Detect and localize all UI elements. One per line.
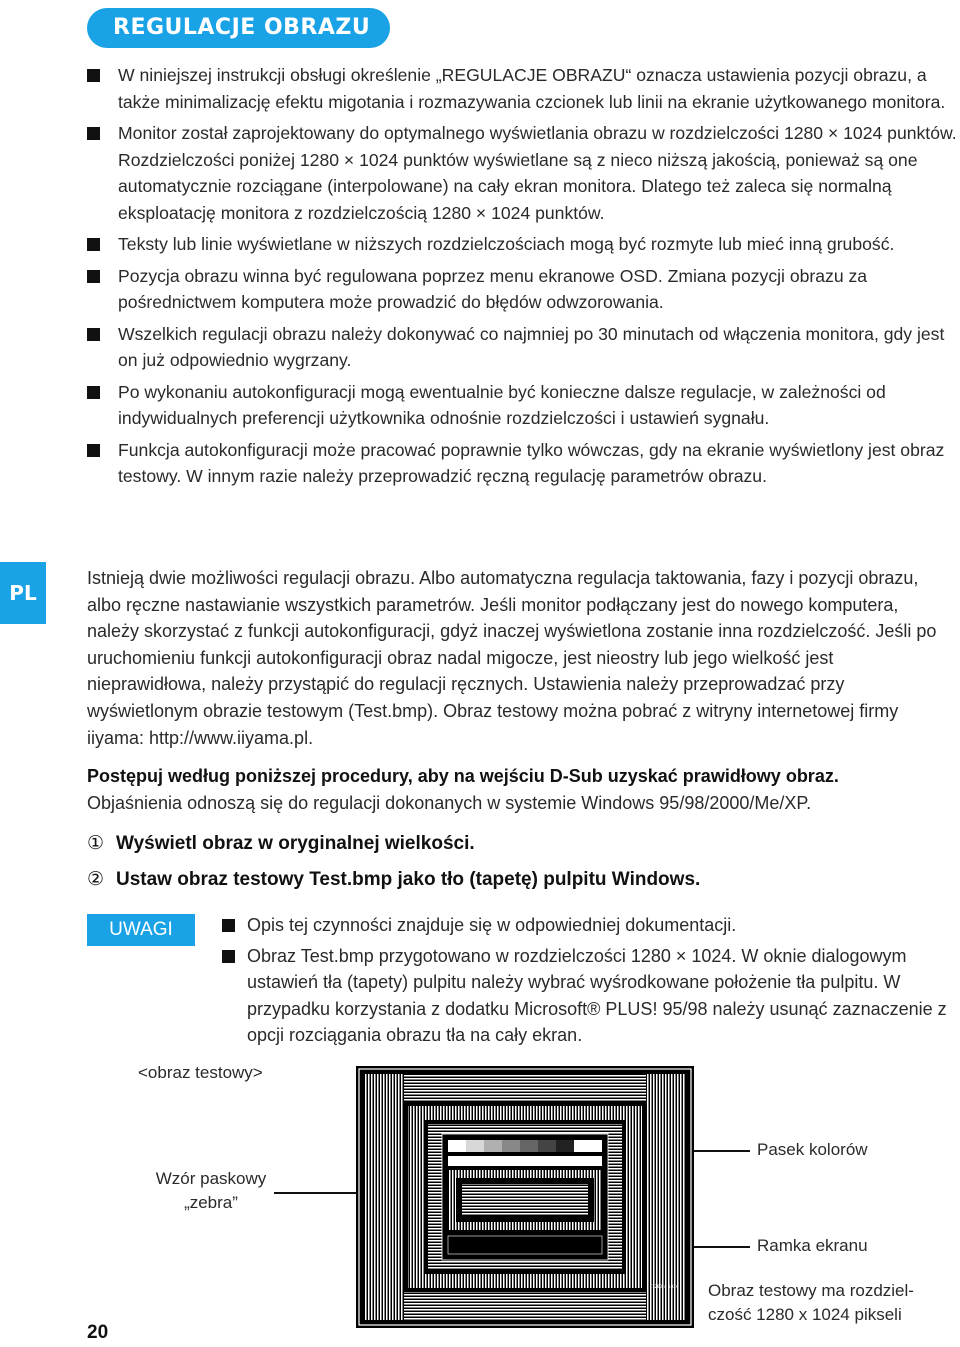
color-bar-label: Pasek kolorów	[757, 1140, 868, 1159]
square-bullet-icon	[87, 386, 100, 399]
step-1	[87, 832, 475, 855]
square-bullet-icon	[87, 328, 100, 341]
figure-description	[708, 1279, 914, 1327]
list-item	[87, 120, 957, 226]
list-item	[87, 321, 957, 374]
zebra-label	[152, 1167, 270, 1215]
notes-label: UWAGI	[87, 914, 195, 946]
page-number: 20	[87, 1322, 109, 1343]
list-item-text: W niniejszej instrukcji obsługi określenie „REGULACJE OBRAZU“ oznacza ustawienia pozycji obrazu, a także minimalizację efektu migotania i rozmazywania czcionek lub linii na ekranie użytkowanego monitora.	[118, 65, 946, 112]
list-item-text: Teksty lub linie wyświetlane w niższych rozdzielczościach mogą być rozmyte lub mieć inną grubość.	[118, 234, 895, 254]
list-item	[87, 263, 957, 316]
intro-paragraph: Istnieją dwie możliwości regulacji obrazu. Albo automatyczna regulacja taktowania, fazy i pozycji obrazu, albo ręczne nastawianie wszystkich parametrów. Jeśli monitor podłączany jest do nowego komputera, należy skorzystać z funkcji autokonfiguracji, gdyż inaczej wyświetlona zostanie inna rozdzielczość. Jeśli po uruchomieniu funkcji autokonfiguracji obraz nadal migocze, jest nieostry lub jego wielkość jest nieprawidłowa, należy przystąpić do regulacji ręcznych. Ustawienia należy przeprowadzać przy wyświetlonym obrazie testowym (Test.bmp). Obraz testowy można pobrać z witryny internetowej firmy iiyama: http://www.iiyama.pl.	[87, 568, 937, 748]
list-item-text: Po wykonaniu autokonfiguracji mogą ewentualnie być konieczne dalsze regulacje, w zależności od indywidualnych preferencji użytkownika odnośnie rozdzielczości i ustawień sygnału.	[118, 381, 886, 428]
section-title: REGULACJE OBRAZU	[87, 8, 390, 48]
list-item	[87, 62, 957, 115]
step-number: ①	[87, 833, 105, 854]
square-bullet-icon	[87, 270, 100, 283]
square-bullet-icon	[87, 238, 100, 251]
square-bullet-icon	[222, 919, 235, 932]
step-number: ②	[87, 869, 105, 890]
square-bullet-icon	[87, 69, 100, 82]
square-bullet-icon	[222, 950, 235, 963]
list-item	[222, 912, 957, 939]
procedure-heading: Postępuj według poniższej procedury, aby na wejściu D-Sub uzyskać prawidłowy obraz.	[87, 766, 839, 786]
frame-label: Ramka ekranu	[757, 1236, 868, 1255]
step-text: Wyświetl obraz w oryginalnej wielkości.	[116, 833, 475, 854]
test-pattern-resolution-label: 1280 × 1024	[652, 1284, 679, 1289]
list-item-text: Opis tej czynności znajduje się w odpowiedniej dokumentacji.	[247, 915, 737, 935]
list-item	[87, 379, 957, 432]
list-item	[87, 437, 957, 490]
language-tab: PL	[0, 562, 46, 624]
list-item-text: Pozycja obrazu winna być regulowana poprzez menu ekranowe OSD. Zmiana pozycji obrazu za pośrednictwem komputera może prowadzić do błędów odwzorowania.	[118, 265, 868, 312]
bullet-list	[87, 62, 957, 495]
frame-leader-line	[694, 1246, 750, 1248]
description-line: czość 1280 x 1024 pikseli	[708, 1305, 902, 1324]
test-pattern-image	[356, 1066, 694, 1328]
procedure-text	[87, 763, 957, 816]
step-text: Ustaw obraz testowy Test.bmp jako tło (tapetę) pulpitu Windows.	[116, 869, 701, 890]
square-bullet-icon	[87, 444, 100, 457]
procedure-note: Objaśnienia odnoszą się do regulacji dokonanych w systemie Windows 95/98/2000/Me/XP.	[87, 792, 812, 813]
step-2	[87, 868, 700, 891]
list-item	[222, 943, 957, 1049]
description-line: Obraz testowy ma rozdziel-	[708, 1281, 914, 1300]
zebra-leader-line	[274, 1192, 358, 1194]
list-item-text: Wszelkich regulacji obrazu należy dokonywać co najmniej po 30 minutach od włączenia monitora, gdy jest on już odpowiednio wygrzany.	[118, 323, 945, 370]
zebra-label-line: „zebra”	[184, 1193, 238, 1212]
square-bullet-icon	[87, 127, 100, 140]
list-item-text: Monitor został zaprojektowany do optymalnego wyświetlania obrazu w rozdzielczości 1280 × 1024 punktów. Rozdzielczości poniżej 1280 × 1024 punktów wyświetlane są z nieco niższą jakością, ponieważ są one automatycznie rozciągane (interpolowane) na cały ekran monitora. Dlatego też zaleca się normalną eksploatację monitora z rozdzielczością 1280 × 1024 punktów.	[118, 123, 957, 223]
list-item	[87, 231, 957, 258]
figure-caption: <obraz testowy>	[138, 1063, 263, 1082]
list-item-text: Funkcja autokonfiguracji może pracować poprawnie tylko wówczas, gdy na ekranie wyświetlony jest obraz testowy. W innym razie należy przeprowadzić ręczną regulację parametrów obrazu.	[118, 439, 945, 486]
notes-list	[222, 912, 957, 1053]
list-item-text: Obraz Test.bmp przygotowano w rozdzielczości 1280 × 1024. W oknie dialogowym ustawień tła (tapety) pulpitu należy wybrać wyśrodkowane położenie tła pulpitu. W przypadku korzystania z dodatku Microsoft® PLUS! 95/98 należy usunąć zaznaczenie z opcji rozciągania obrazu tła na cały ekran.	[247, 945, 947, 1045]
zebra-label-line: Wzór paskowy	[155, 1169, 267, 1188]
